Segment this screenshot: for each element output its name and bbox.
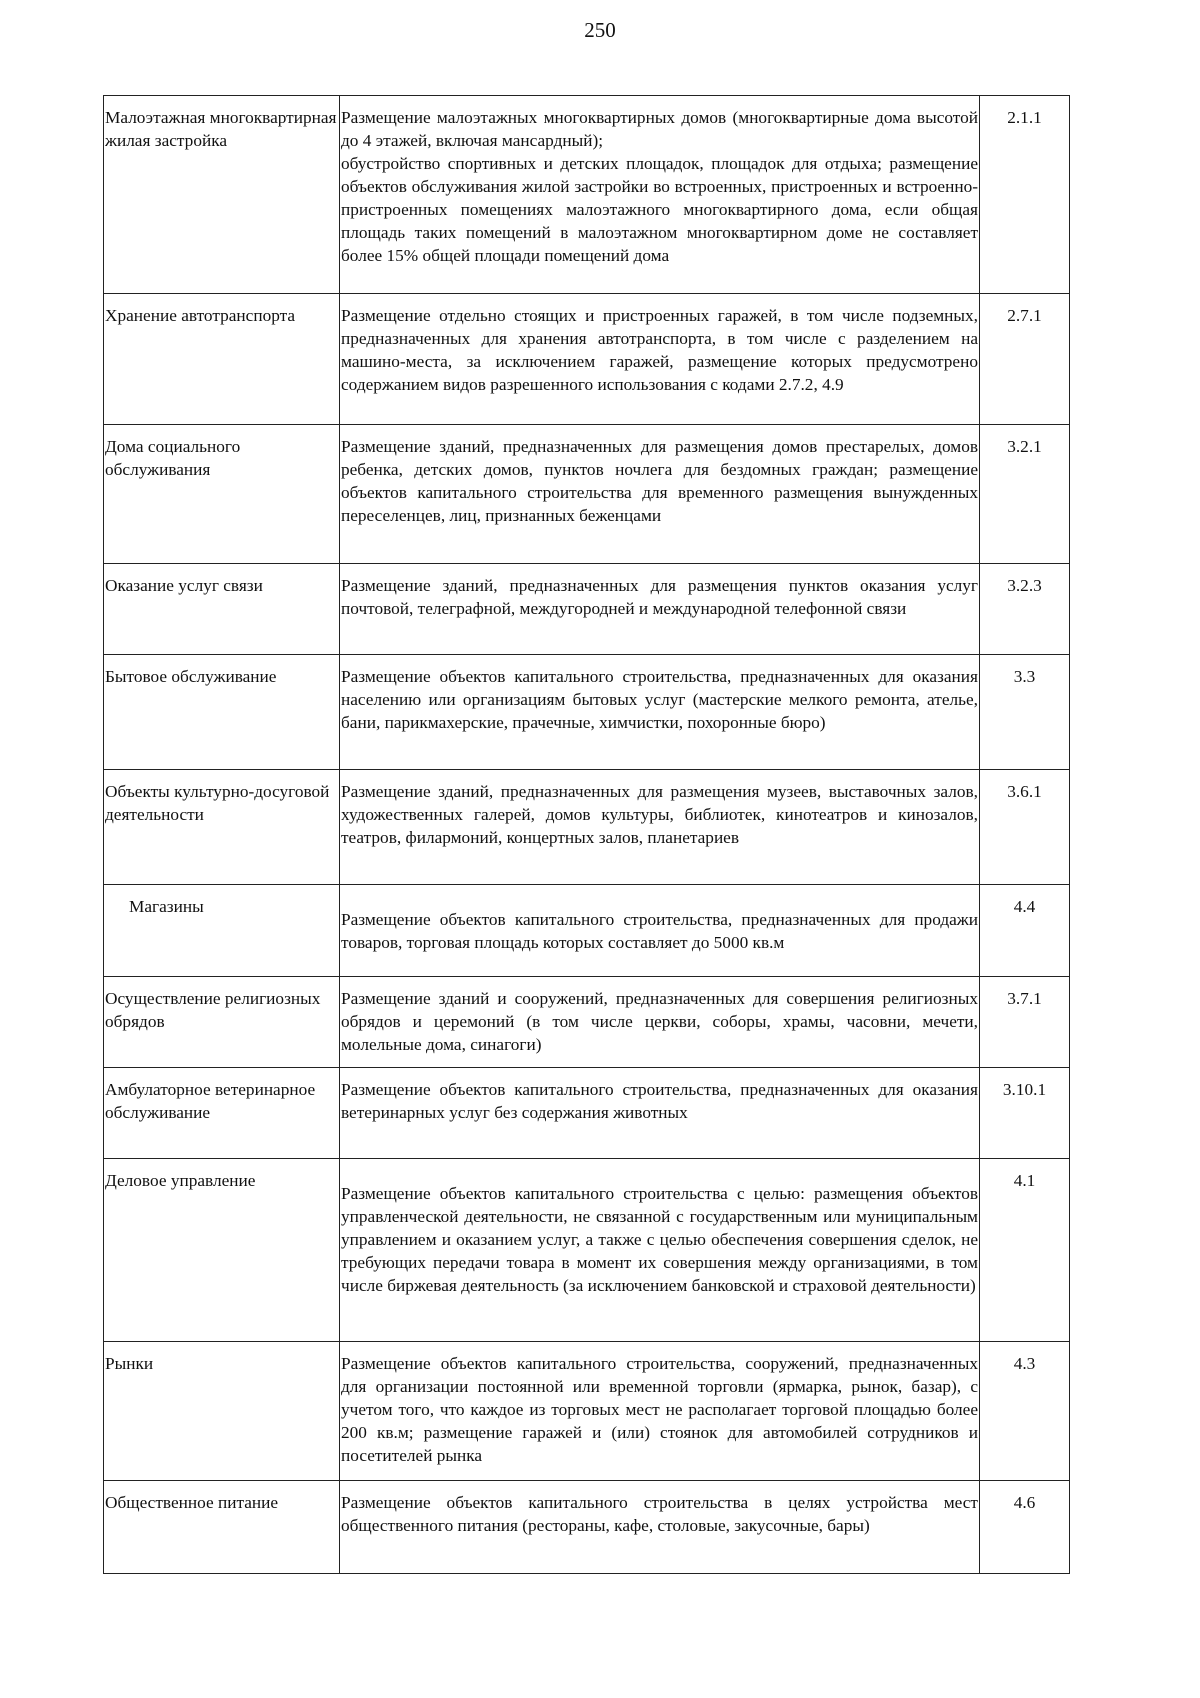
- table-row: [104, 1159, 1070, 1342]
- use-type-code: 3.2.3: [980, 564, 1070, 655]
- use-type-code: 3.2.1: [980, 425, 1070, 564]
- page-number: 250: [584, 18, 616, 42]
- use-type-name: Хранение автотранспорта: [104, 294, 340, 425]
- use-type-description: [340, 1159, 980, 1342]
- use-type-name: Оказание услуг связи: [104, 564, 340, 655]
- use-type-code: 2.7.1: [980, 294, 1070, 425]
- description-paragraph: Размещение объектов капитального строительства, предназначенных для оказания населению или организациям бытовых услуг (мастерские мелкого ремонта, ателье, бани, парикмахерские, прачечные, химчистки, похоронные бюро): [341, 667, 978, 732]
- description-paragraph: Размещение зданий, предназначенных для размещения музеев, выставочных залов, художественных галерей, домов культуры, библиотек, кинотеатров и кинозалов, театров, филармоний, концертных залов, планетариев: [341, 782, 978, 847]
- use-type-code: 4.4: [980, 885, 1070, 977]
- description-paragraph: Размещение зданий, предназначенных для размещения домов престарелых, домов ребенка, детских домов, пунктов ночлега для бездомных граждан; размещение объектов капитального строительства для временного размещения вынужденных переселенцев, лиц, признанных беженцами: [341, 437, 978, 525]
- table-row: [104, 1481, 1070, 1574]
- table-body: [104, 96, 1070, 1574]
- use-type-description: [340, 564, 980, 655]
- use-type-code: 4.6: [980, 1481, 1070, 1574]
- table-row: [104, 564, 1070, 655]
- table-row: [104, 977, 1070, 1068]
- use-type-name: Осуществление религиозных обрядов: [104, 977, 340, 1068]
- description-paragraph: Размещение объектов капитального строительства с целью: размещения объектов управленческой деятельности, не связанной с государственным или муниципальным управлением и оказанием услуг, а также с целью обеспечения совершения сделок, не требующих передачи товара в момент их совершения между организациями, в том числе биржевая деятельность (за исключением банковской и страховой деятельности): [341, 1184, 978, 1295]
- use-type-name: Магазины: [129, 897, 204, 916]
- use-type-code: 3.10.1: [980, 1068, 1070, 1159]
- table-row: [104, 294, 1070, 425]
- description-paragraph: Размещение отдельно стоящих и пристроенных гаражей, в том числе подземных, предназначенных для хранения автотранспорта, в том числе с разделением на машино-места, за исключением гаражей, размещение которых предусмотрено содержанием видов разрешенного использования с кодами 2.7.2, 4.9: [341, 306, 978, 394]
- description-paragraph: Размещение объектов капитального строительства, сооружений, предназначенных для организации постоянной или временной торговли (ярмарка, рынок, базар), с учетом того, что каждое из торговых мест не располагает торговой площадью более 200 кв.м; размещение гаражей и (или) стоянок для автомобилей сотрудников и посетителей рынка: [341, 1354, 978, 1465]
- use-type-description: [340, 1068, 980, 1159]
- description-paragraph: Размещение зданий и сооружений, предназначенных для совершения религиозных обрядов и церемоний (в том числе церкви, соборы, храмы, часовни, мечети, молельные дома, синагоги): [341, 989, 978, 1054]
- use-type-code: 3.3: [980, 655, 1070, 770]
- land-use-table: [103, 95, 1070, 1574]
- use-type-name: Бытовое обслуживание: [104, 655, 340, 770]
- use-type-description: [340, 1481, 980, 1574]
- use-type-description: [340, 294, 980, 425]
- use-type-name: Общественное питание: [104, 1481, 340, 1574]
- use-type-description: [340, 425, 980, 564]
- use-type-code: 4.1: [980, 1159, 1070, 1342]
- use-type-name: Рынки: [104, 1342, 340, 1481]
- description-paragraph: Размещение объектов капитального строительства, предназначенных для продажи товаров, торговая площадь которых составляет до 5000 кв.м: [341, 910, 978, 952]
- table-row: [104, 96, 1070, 294]
- use-type-description: [340, 977, 980, 1068]
- table-row: [104, 425, 1070, 564]
- use-type-code: 3.7.1: [980, 977, 1070, 1068]
- use-type-description: [340, 96, 980, 294]
- use-type-description: [340, 770, 980, 885]
- use-type-name-cell: [104, 885, 340, 977]
- description-paragraph: Размещение малоэтажных многоквартирных домов (многоквартирные дома высотой до 4 этажей, включая мансардный);: [341, 108, 978, 150]
- table-row: [104, 655, 1070, 770]
- table-row: [104, 770, 1070, 885]
- use-type-name: Объекты культурно-досуговой деятельности: [104, 770, 340, 885]
- use-type-name: Деловое управление: [104, 1159, 340, 1342]
- description-paragraph: Размещение объектов капитального строительства в целях устройства мест общественного питания (рестораны, кафе, столовые, закусочные, бары): [341, 1493, 978, 1535]
- table-row: [104, 1342, 1070, 1481]
- table-row: [104, 1068, 1070, 1159]
- use-type-name: Амбулаторное ветеринарное обслуживание: [104, 1068, 340, 1159]
- description-paragraph: обустройство спортивных и детских площадок, площадок для отдыха; размещение объектов обслуживания жилой застройки во встроенных, пристроенных и встроенно-пристроенных помещениях малоэтажного многоквартирного дома, если общая площадь таких помещений в малоэтажном многоквартирном доме не составляет более 15% общей площади помещений дома: [341, 154, 978, 265]
- use-type-code: 3.6.1: [980, 770, 1070, 885]
- description-paragraph: Размещение зданий, предназначенных для размещения пунктов оказания услуг почтовой, телеграфной, междугородней и международной телефонной связи: [341, 576, 978, 618]
- use-type-description: [340, 655, 980, 770]
- use-type-code: 4.3: [980, 1342, 1070, 1481]
- use-type-description: [340, 1342, 980, 1481]
- use-type-code: 2.1.1: [980, 96, 1070, 294]
- use-type-description: [340, 885, 980, 977]
- use-type-name: Малоэтажная многоквартирная жилая застройка: [104, 96, 340, 294]
- use-type-name: Дома социального обслуживания: [104, 425, 340, 564]
- table-row: [104, 885, 1070, 977]
- description-paragraph: Размещение объектов капитального строительства, предназначенных для оказания ветеринарных услуг без содержания животных: [341, 1080, 978, 1122]
